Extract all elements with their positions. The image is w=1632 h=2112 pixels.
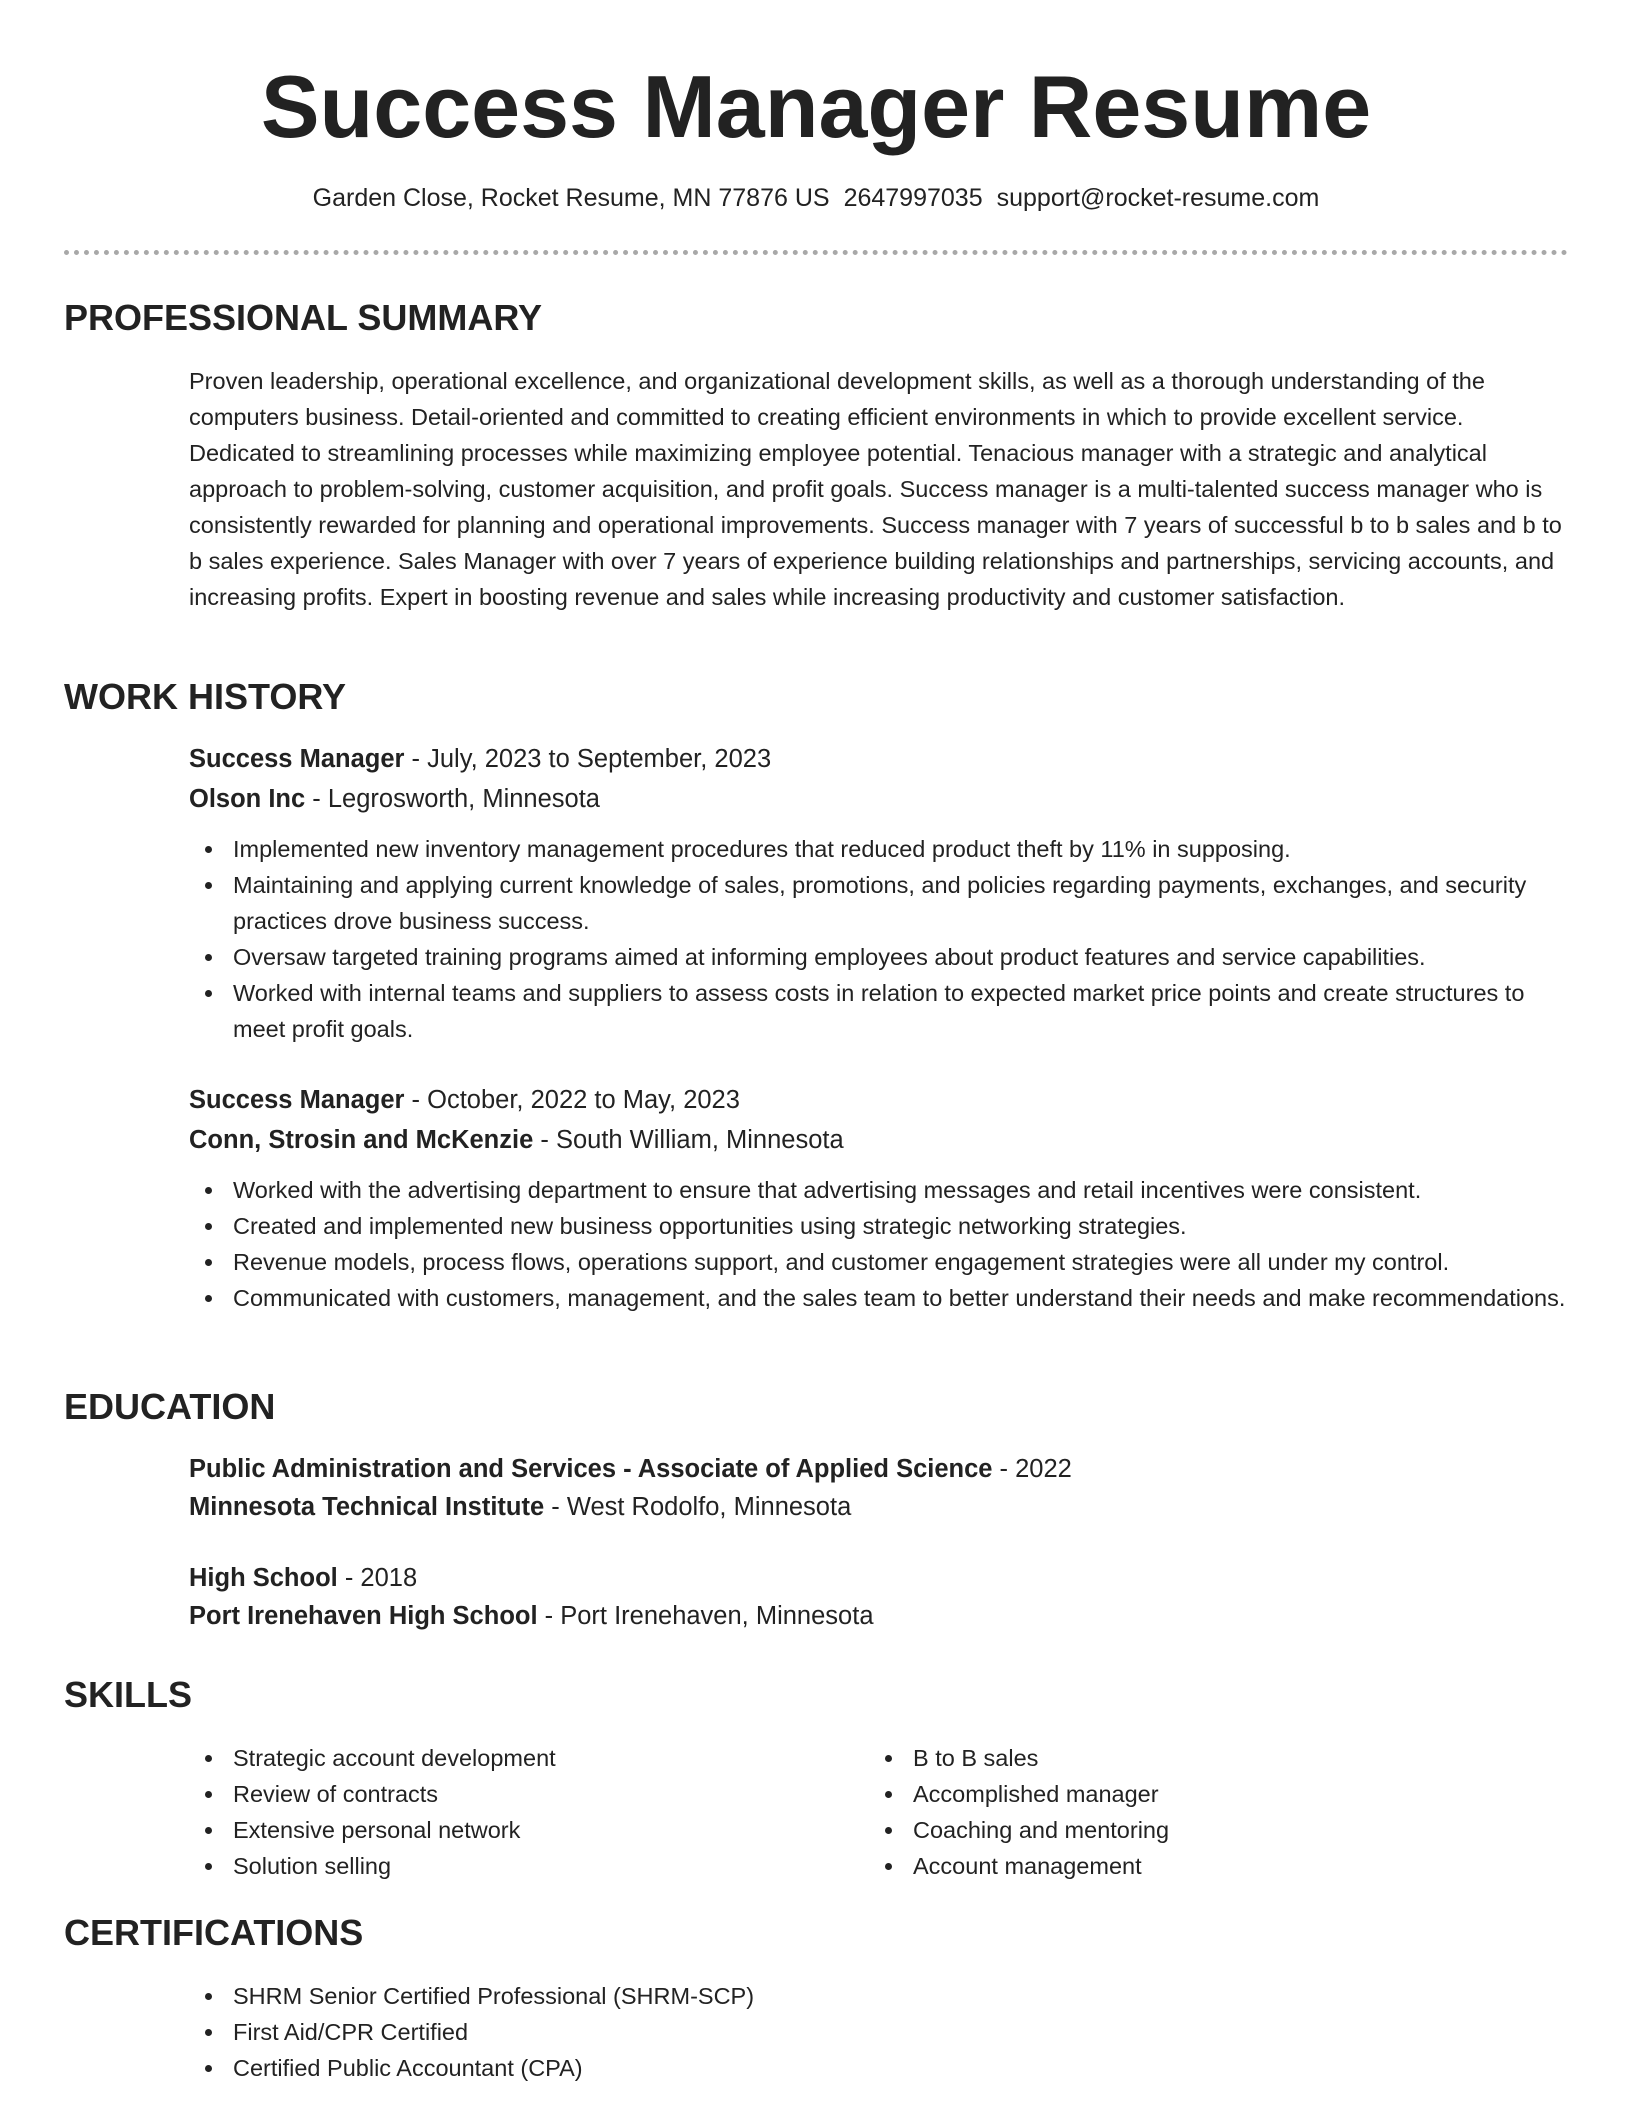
education-school-line (189, 1596, 1569, 1636)
job-bullet: Revenue models, process flows, operations support, and customer engagement strategies were all under my control. (233, 1244, 1569, 1280)
skill-item: Coaching and mentoring (913, 1812, 1529, 1848)
skills-heading: SKILLS (64, 1674, 193, 1715)
contact-address: Garden Close, Rocket Resume, MN 77876 US (312, 184, 830, 212)
job-location: - South William, Minnesota (533, 1126, 844, 1154)
skills-column-left (189, 1740, 849, 1884)
certification-item: SHRM Senior Certified Professional (SHRM-SCP) (233, 1978, 1569, 2014)
job-company-line (189, 1120, 1569, 1160)
job-title: Success Manager (189, 1086, 405, 1114)
job-bullet: Implemented new inventory management procedures that reduced product theft by 11% in supposing. (233, 831, 1569, 867)
job-company-line (189, 779, 1569, 819)
job-company: Conn, Strosin and McKenzie (189, 1126, 534, 1154)
skill-item: Strategic account development (233, 1740, 849, 1776)
skills-bullets (869, 1740, 1529, 1884)
skill-item: Review of contracts (233, 1776, 849, 1812)
education-heading: EDUCATION (64, 1386, 276, 1427)
job-bullet: Maintaining and applying current knowledge of sales, promotions, and policies regarding payments, exchanges, and security practices drove business success. (233, 867, 1569, 939)
job-entry (189, 739, 1569, 1047)
job-entry (189, 1080, 1569, 1316)
education-entry (189, 1558, 1569, 1636)
education-year: - 2022 (992, 1455, 1072, 1483)
resume-title: Success Manager Resume (260, 57, 1372, 156)
education-entry (189, 1449, 1569, 1527)
certifications-heading: CERTIFICATIONS (64, 1912, 364, 1953)
job-bullet: Worked with internal teams and suppliers to assess costs in relation to expected market price points and create structures to meet profit goals. (233, 975, 1569, 1047)
contact-line (0, 180, 1632, 216)
skill-item: Account management (913, 1848, 1529, 1884)
skill-item: Extensive personal network (233, 1812, 849, 1848)
job-dates: - July, 2023 to September, 2023 (404, 745, 772, 773)
work-history-heading: WORK HISTORY (64, 676, 347, 717)
education-school-line (189, 1487, 1569, 1527)
education-degree-line (189, 1449, 1569, 1489)
certification-bullets (189, 1978, 1569, 2086)
job-company: Olson Inc (189, 785, 306, 813)
certification-item: Certified Public Accountant (CPA) (233, 2050, 1569, 2086)
skill-item: Solution selling (233, 1848, 849, 1884)
education-year: - 2018 (337, 1564, 418, 1592)
job-bullets (189, 1172, 1569, 1316)
contact-email: support@rocket-resume.com (996, 184, 1320, 212)
education-school: Minnesota Technical Institute (189, 1493, 545, 1521)
skill-item: B to B sales (913, 1740, 1529, 1776)
education-degree-line (189, 1558, 1569, 1598)
job-bullet: Communicated with customers, management, and the sales team to better understand their needs and make recommendations. (233, 1280, 1569, 1316)
summary-heading: PROFESSIONAL SUMMARY (64, 297, 543, 338)
education-degree: Public Administration and Services - Associate of Applied Science (189, 1455, 993, 1483)
job-title-line (189, 739, 1569, 779)
job-bullets (189, 831, 1569, 1047)
summary-text: Proven leadership, operational excellence, and organizational development skills, as well as a thorough understanding of the computers business. Detail-oriented and committed to creating efficient environments in which to provide excellent service. Dedicated to streamlining processes while maximizing employee potential. Tenacious manager with a strategic and analytical approach to problem-solving, customer acquisition, and profit goals. Success manager is a multi-talented success manager who is consistently rewarded for planning and operational improvements. Success manager with 7 years of successful b to b sales and b to b sales experience. Sales Manager with over 7 years of experience building relationships and partnerships, servicing accounts, and increasing profits. Expert in boosting revenue and sales while increasing productivity and customer satisfaction. (189, 368, 1562, 610)
education-location: - Port Irenehaven, Minnesota (537, 1602, 874, 1630)
education-degree: High School (189, 1564, 338, 1592)
job-title-line (189, 1080, 1569, 1120)
job-location: - Legrosworth, Minnesota (305, 785, 600, 813)
job-bullet: Oversaw targeted training programs aimed at informing employees about product features and service capabilities. (233, 939, 1569, 975)
job-bullet: Worked with the advertising department to ensure that advertising messages and retail incentives were consistent. (233, 1172, 1569, 1208)
certifications-list (189, 1978, 1569, 2086)
header-divider (64, 250, 1568, 255)
contact-phone: 2647997035 (843, 184, 983, 212)
job-title: Success Manager (189, 745, 405, 773)
certification-item: First Aid/CPR Certified (233, 2014, 1569, 2050)
skills-bullets (189, 1740, 849, 1884)
education-school: Port Irenehaven High School (189, 1602, 538, 1630)
job-dates: - October, 2022 to May, 2023 (404, 1086, 740, 1114)
skills-column-right (869, 1740, 1529, 1884)
education-location: - West Rodolfo, Minnesota (544, 1493, 852, 1521)
job-bullet: Created and implemented new business opportunities using strategic networking strategies. (233, 1208, 1569, 1244)
skill-item: Accomplished manager (913, 1776, 1529, 1812)
